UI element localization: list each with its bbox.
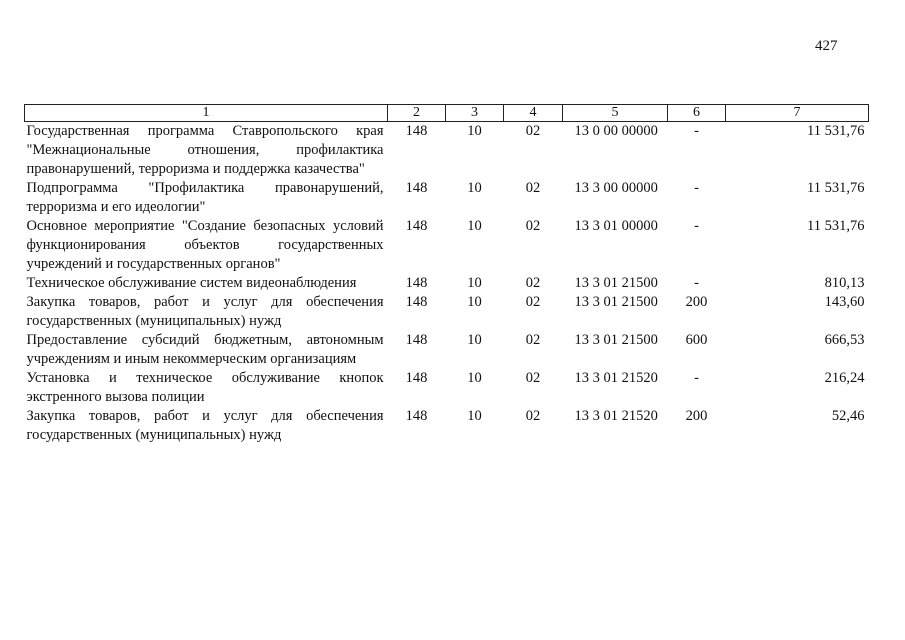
row-name: Предоставление субсидий бюджетным, автономным учреждениям и иным некоммерческим организациям	[26, 332, 384, 367]
row-col-4: 02	[525, 123, 541, 139]
row-col-7: 11 531,76	[807, 123, 865, 139]
row-name: Подпрограмма "Профилактика правонарушений, терроризма и его идеологии"	[26, 180, 384, 215]
row-col-4: 02	[525, 218, 541, 234]
row-col-5: 13 3 01 21500	[574, 275, 658, 291]
table-row	[25, 274, 869, 293]
header-col-3: 3	[446, 105, 504, 122]
header-col-6: 6	[668, 105, 726, 122]
row-col-6: -	[694, 123, 699, 139]
row-col-4: 02	[525, 370, 541, 386]
table-row	[25, 217, 869, 274]
table-row	[25, 179, 869, 217]
row-col-5: 13 3 00 00000	[574, 180, 658, 196]
budget-table	[24, 104, 869, 445]
row-col-2: 148	[405, 218, 428, 234]
table-row	[25, 407, 869, 445]
row-name: Техническое обслуживание систем видеонаблюдения	[26, 275, 357, 291]
table-body	[25, 122, 869, 446]
header-col-5: 5	[563, 105, 668, 122]
table-row	[25, 331, 869, 369]
row-col-5: 13 3 01 21520	[574, 370, 658, 386]
row-col-5: 13 3 01 21520	[574, 408, 658, 424]
header-col-2: 2	[388, 105, 446, 122]
header-col-7: 7	[726, 105, 869, 122]
row-col-2: 148	[405, 294, 428, 310]
row-col-4: 02	[525, 332, 541, 348]
row-col-6: -	[694, 370, 699, 386]
row-col-3: 10	[467, 332, 482, 348]
row-col-3: 10	[467, 408, 482, 424]
row-col-7: 216,24	[824, 370, 865, 386]
row-name: Основное мероприятие "Создание безопасных условий функционирования объектов государственных учреждений и государственных органов"	[26, 218, 384, 272]
row-col-7: 810,13	[824, 275, 865, 291]
row-col-2: 148	[405, 275, 428, 291]
row-name: Закупка товаров, работ и услуг для обеспечения государственных (муниципальных) нужд	[26, 408, 384, 443]
row-col-5: 13 3 01 21500	[574, 332, 658, 348]
row-col-7: 666,53	[824, 332, 865, 348]
row-col-2: 148	[405, 123, 428, 139]
row-col-3: 10	[467, 294, 482, 310]
row-col-6: 200	[685, 294, 708, 310]
row-col-5: 13 3 01 21500	[574, 294, 658, 310]
row-col-7: 11 531,76	[807, 218, 865, 234]
header-row	[25, 105, 869, 122]
table-row	[25, 122, 869, 180]
row-col-6: 200	[685, 408, 708, 424]
row-col-3: 10	[467, 123, 482, 139]
row-col-3: 10	[467, 370, 482, 386]
row-col-3: 10	[467, 275, 482, 291]
row-col-4: 02	[525, 408, 541, 424]
row-col-2: 148	[405, 180, 428, 196]
row-col-4: 02	[525, 294, 541, 310]
header-col-4: 4	[504, 105, 563, 122]
row-col-6: -	[694, 180, 699, 196]
table-header	[25, 105, 869, 122]
row-col-3: 10	[467, 180, 482, 196]
row-col-7: 11 531,76	[807, 180, 865, 196]
row-col-6: -	[694, 275, 699, 291]
row-col-7: 143,60	[824, 294, 865, 310]
header-col-1: 1	[25, 105, 388, 122]
row-name: Государственная программа Ставропольского края "Межнациональные отношения, профилактика правонарушений, терроризма и поддержка казачества"	[26, 123, 384, 177]
row-col-5: 13 3 01 00000	[574, 218, 658, 234]
row-col-2: 148	[405, 408, 428, 424]
table-row	[25, 369, 869, 407]
row-col-4: 02	[525, 275, 541, 291]
row-col-6: -	[694, 218, 699, 234]
row-col-2: 148	[405, 332, 428, 348]
row-col-7: 52,46	[831, 408, 865, 424]
row-col-4: 02	[525, 180, 541, 196]
page-number: 427	[815, 38, 838, 54]
row-name: Закупка товаров, работ и услуг для обеспечения государственных (муниципальных) нужд	[26, 294, 384, 329]
row-col-3: 10	[467, 218, 482, 234]
row-col-5: 13 0 00 00000	[574, 123, 658, 139]
row-col-6: 600	[685, 332, 708, 348]
row-name: Установка и техническое обслуживание кнопок экстренного вызова полиции	[26, 370, 384, 405]
row-col-2: 148	[405, 370, 428, 386]
table-row	[25, 293, 869, 331]
